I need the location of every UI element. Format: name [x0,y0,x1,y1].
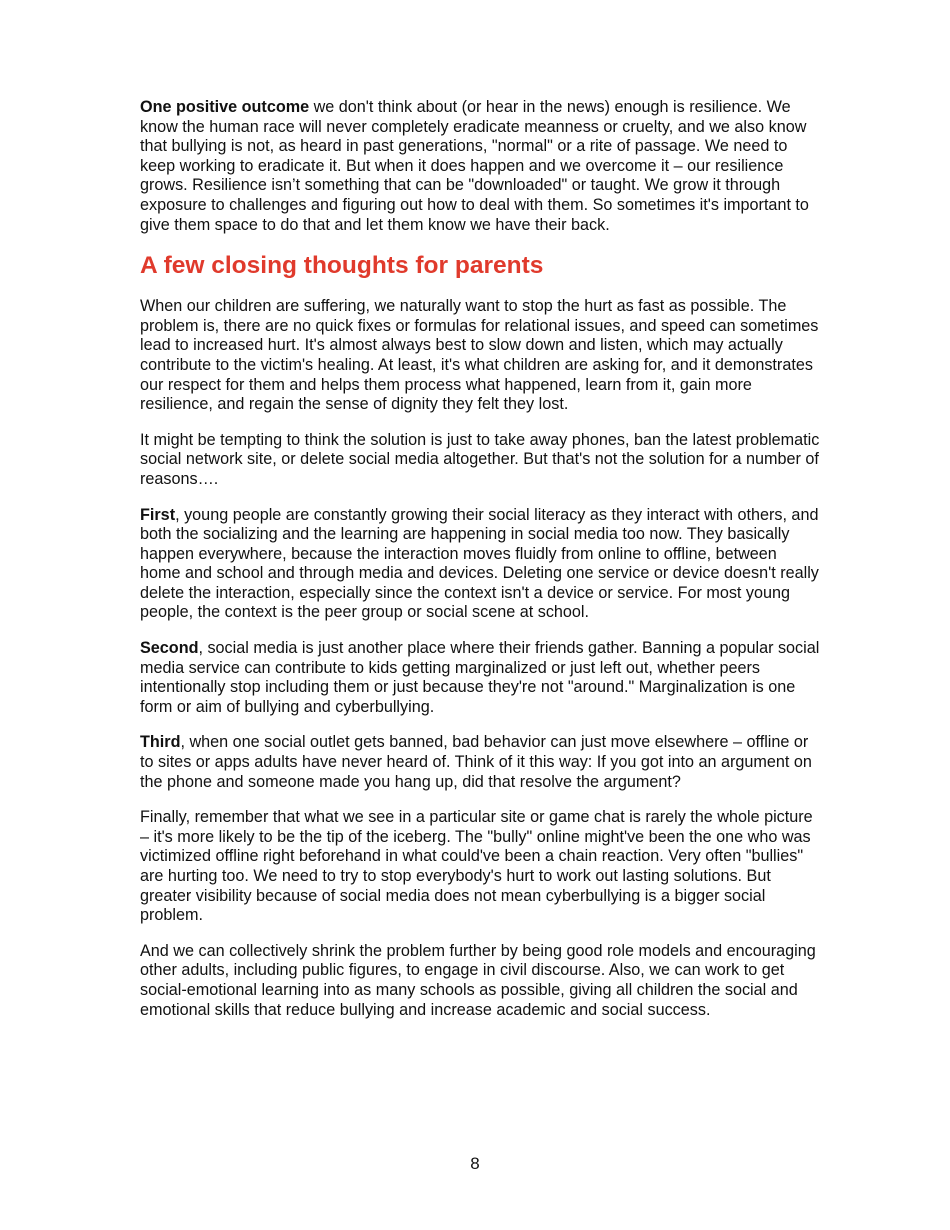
intro-text: we don't think about (or hear in the news) enough is resilience. We know the human race will never completely eradicate meanness or cruelty, and we also know that bullying is not, as heard in past generations, "normal" or a rite of passage. We need to keep working to eradicate it. But when it does happen and we overcome it – our resilience grows. Resilience isn’t something that can be "downloaded" or taught. We grow it through exposure to challenges and figuring out how to deal with them. So sometimes it's important to give them space to do that and let them know we have their back. [140,98,809,234]
paragraph-tempting: It might be tempting to think the solution is just to take away phones, ban the latest problematic social network site, or delete social media altogether. But that's not the solution for a number of reasons…. [140,430,820,488]
paragraph-closing: And we can collectively shrink the problem further by being good role models and encouraging other adults, including public figures, to engage in civil discourse. Also, we can work to get social-emotional learning into as many schools as possible, giving all children the social and emotional skills that reduce bullying and increase academic and social success. [140,941,816,1019]
paragraph-suffering: When our children are suffering, we naturally want to stop the hurt as fast as possible. The problem is, there are no quick fixes or formulas for relational issues, and speed can sometimes lead to increased hurt. It's almost always best to slow down and listen, which may actually contribute to the victim's healing. At least, it's what children are asking for, and it demonstrates our respect for them and helps them process what happened, learn from it, gain more resilience, and regain the sense of dignity they felt they lost. [140,297,819,414]
paragraph-finally: Finally, remember that what we see in a particular site or game chat is rarely the whole picture – it's more likely to be the tip of the iceberg. The "bully" online might've been the one who was victimized offline right beforehand in what could've been a chain reaction. Very often "bullies" are hurting too. We need to try to stop everybody's hurt to work out lasting solutions. But greater visibility because of social media does not mean cyberbullying is a bigger social problem. [140,808,813,925]
third-text: , when one social outlet gets banned, bad behavior can just move elsewhere – offline or to sites or apps adults have never heard of. Think of it this way: If you got into an argument on the phone and someone made you hang up, did that resolve the argument? [140,733,812,791]
intro-paragraph [140,98,820,235]
third-lead: Third [140,733,181,752]
paragraph-third [140,733,820,792]
paragraph-second [140,639,820,717]
document-page [140,98,820,1036]
second-lead: Second [140,639,199,658]
intro-lead: One positive outcome [140,98,310,116]
first-text: , young people are constantly growing their social literacy as they interact with others, and both the socializing and the learning are happening in social media too now. They basically happen everywhere, because the interaction moves fluidly from online to offline, between home and school and through media and devices. Deleting one service or device doesn't really delete the interaction, especially since the context isn't a device or service. For most young people, the context is the peer group or social scene at school. [140,505,819,622]
first-lead: First [140,505,176,524]
paragraph-first [140,506,820,624]
second-text: , social media is just another place where their friends gather. Banning a popular social media service can contribute to kids getting marginalized or just left out, whether peers intentionally stop including them or just because they're not "around." Marginalization is one form or aim of bullying and cyberbullying. [140,639,820,716]
section-heading: A few closing thoughts for parents [140,252,544,280]
page-number: 8 [470,1154,480,1173]
